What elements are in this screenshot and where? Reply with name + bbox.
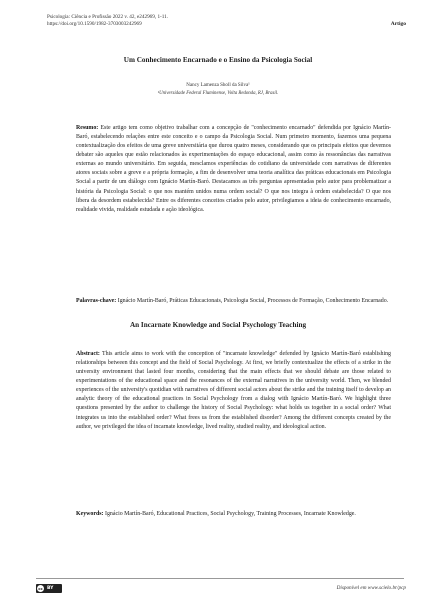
- palavras-chave-paragraph: [76, 297, 391, 306]
- resumo-label: Resumo:: [76, 125, 99, 131]
- author-name: Nancy Lamenza Sholl da Silva¹: [186, 83, 250, 88]
- abstract-text: This article aims to work with the conception of "incarnate knowledge" defended by Ignácio Martín-Baró establishing relationships between this concept and the field of Social Psychology. At first, we briefly contextualize the effects of a strike in the university environment that lasted four months, considering that the main effects that we should debate are those related to experimentations of the educational space and the resonances of the external narratives in the university world. Then, we blended experiences of the university's quotidian with narratives of different social actors about the strike and the training itself to develop an analytic theory of the educational practices in Social Psychology from a dialog with Ignácio Martín-Baró. We highlight three questions presented by the author to challenge the history of Social Psychology: what holds us together in a social order? What integrates us into the established order? What frees us from the established disorder? Among the different concepts created by the author, we privileged the idea of incarnate knowledge, lived reality, studied reality, and ideological action.: [76, 351, 391, 430]
- resumo-text: Este artigo tem como objetivo trabalhar com a concepção de "conhecimento encarnado" defendida por Ignácio Martín-Baró, estabelecendo relações entre este conceito e o campo da Psicologia Social. Num primeiro momento, fazemos uma pequena contextualização dos efeitos de uma greve universitária que durou quatro meses, considerando que os principais efeitos que devemos debater são aqueles que estão relacionados às experimentações do espaço educacional, assim como às ressonâncias das narrativas externas ao mundo universitário. Em seguida, mesclamos experiências do cotidiano da universidade com narrativas de diferentes atores sociais sobre a greve e a própria formação, a fim de desenvolver uma teoria analítica das práticas educacionais em Psicologia Social a partir de um diálogo com Ignácio Martín-Baró. Destacamos as três perguntas apresentadas pelo autor para problematizar a história da Psicologia Social: o que nos mantém unidos numa ordem social? O que nos integra à ordem estabelecida? O que nos libera da desordem estabelecida? Entre os diferentes conceitos criados pelo autor, privilegiamos a ideia de conhecimento encarnado, realidade vivida, realidade estudada e ação ideológica.: [76, 125, 391, 213]
- abstract-label: Abstract:: [76, 351, 100, 357]
- availability-link[interactable]: Disponível em www.scielo.br/pcp: [336, 585, 406, 591]
- resumo-paragraph: [76, 124, 391, 215]
- cc-license-badge[interactable]: [36, 584, 62, 593]
- by-icon: BY: [47, 586, 54, 591]
- footer-divider: [36, 578, 404, 579]
- palavras-chave-label: Palavras-chave:: [76, 298, 117, 304]
- cc-icon: cc: [38, 586, 43, 591]
- abstract-paragraph: [76, 350, 391, 432]
- keywords-text: Ignácio Martín-Baró, Educational Practices, Social Psychology, Training Processes, Incarnate Knowledge.: [104, 511, 356, 517]
- keywords-paragraph: [76, 510, 391, 519]
- keywords-label: Keywords:: [76, 511, 104, 517]
- palavras-chave-text: Ignácio Martín-Baró, Práticas Educacionais, Psicologia Social, Processos de Formação, Conhecimento Encarnado.: [117, 298, 389, 304]
- doi-link[interactable]: https://doi.org/10.1590/1982-3703003242969: [47, 21, 142, 27]
- section-tag: Artigo: [390, 21, 406, 27]
- journal-header: [47, 14, 168, 28]
- journal-citation: Psicologia: Ciência e Profissão 2022 v. 42, e242969, 1-11.: [47, 14, 169, 20]
- article-title-pt: Um Conhecimento Encarnado e o Ensino da Psicologia Social: [123, 56, 313, 64]
- author-affiliation: ¹Universidade Federal Fluminense, Volta Redonda, RJ, Brasil.: [157, 91, 279, 96]
- article-title-en: An Incarnate Knowledge and Social Psychology Teaching: [129, 321, 307, 329]
